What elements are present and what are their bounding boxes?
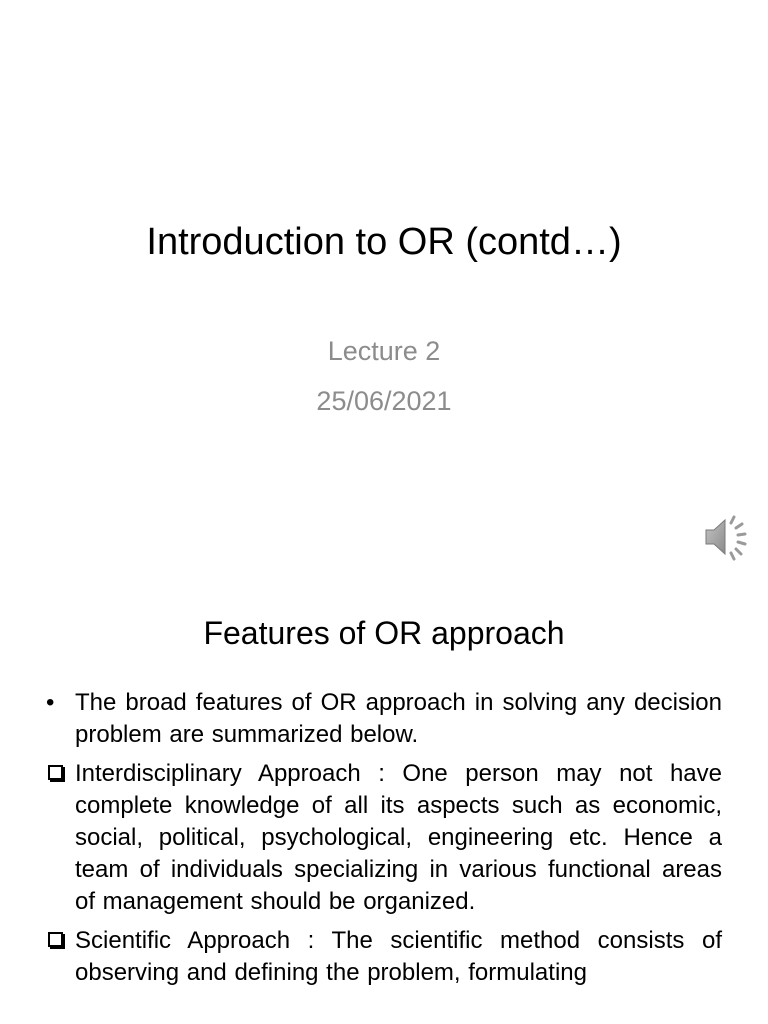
list-item-text: The broad features of OR approach in solving any decision problem are summarized below. bbox=[75, 689, 722, 748]
lecture-date: 25/06/2021 bbox=[316, 386, 452, 416]
list-item bbox=[44, 687, 722, 751]
checkbox-bullet-icon bbox=[48, 765, 63, 780]
list-item-text: Interdisciplinary Approach : One person may not have complete knowledge of all its aspects such as economic, social, political, psychological, engineering etc. Hence a team of individuals specializing in various functional areas of management should be organized. bbox=[75, 760, 722, 915]
list-item bbox=[44, 925, 722, 989]
list-item-text: Scientific Approach : The scientific method consists of observing and defining the problem, formulating bbox=[75, 927, 722, 986]
bullet-icon: • bbox=[46, 689, 55, 716]
list-item bbox=[44, 758, 722, 918]
slide-title: Introduction to OR (contd…) bbox=[146, 221, 622, 263]
lecture-label: Lecture 2 bbox=[327, 336, 441, 366]
section-title: Features of OR approach bbox=[203, 615, 565, 651]
speaker-icon[interactable] bbox=[703, 511, 755, 563]
checkbox-bullet-icon bbox=[48, 932, 63, 947]
feature-list bbox=[44, 687, 722, 996]
